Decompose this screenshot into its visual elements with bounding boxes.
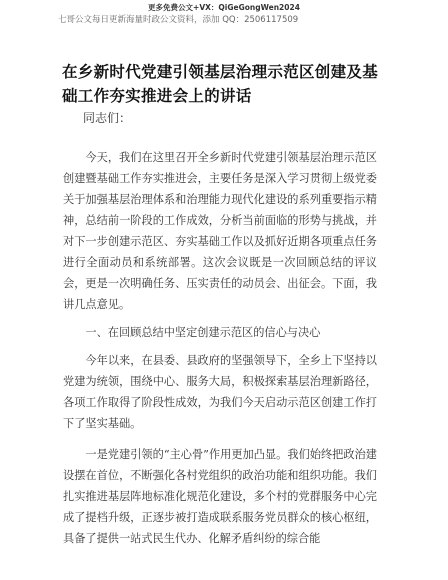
body-paragraph: 今天，我们在这里召开全乡新时代党建引领基层治理示范区创建暨基础工作夯实推进会，主要任务是深入学习贯彻上级党委关于加强基层治理体系和治理能力现代化建设的系列重要指示精神，总结前一阶段的工作成效，分析当前面临的形势与挑战，并对下一步创建示范区、夯实基础工作以及抓好近期各项重点任务进行全面动员和系统部署。这次会议既是一次回顾总结的评议会，更是一次明确任务、压实责任的动员会、出征会。下面，我讲几点意见。 [63,151,377,311]
document-title: 在乡新时代党建引领基层治理示范区创建及基础工作夯实推进会上的讲话 [62,63,379,105]
salutation: 同志们： [83,111,132,125]
section-heading: 一、在回顾总结中坚定创建示范区的信心与决心 [85,326,321,339]
promo-subheader: 七哥公文每日更新海量时政公文资料，添加 QQ：2506117509 [58,15,299,25]
document-body [63,147,377,549]
body-paragraph: 一是党建引领的“主心骨”作用更加凸显。我们始终把政治建设摆在首位，不断强化各村党组织的政治功能和组织功能。我们扎实推进基层阵地标准化规范化建设，多个村的党群服务中心完成了提档升级，正逐步被打造成联系服务党员群众的核心枢纽，具备了提供一站式民生代办、化解矛盾纠纷的综合能 [63,448,377,545]
body-paragraph: 今年以来，在县委、县政府的坚强领导下，全乡上下坚持以党建为统领，围绕中心、服务大局，积极探索基层治理新路径，各项工作取得了阶段性成效，为我们今天启动示范区创建工作打下了坚实基础。 [63,354,377,430]
promo-header: 更多免费公文+VX：QiGeGongWen2024 [148,3,300,12]
